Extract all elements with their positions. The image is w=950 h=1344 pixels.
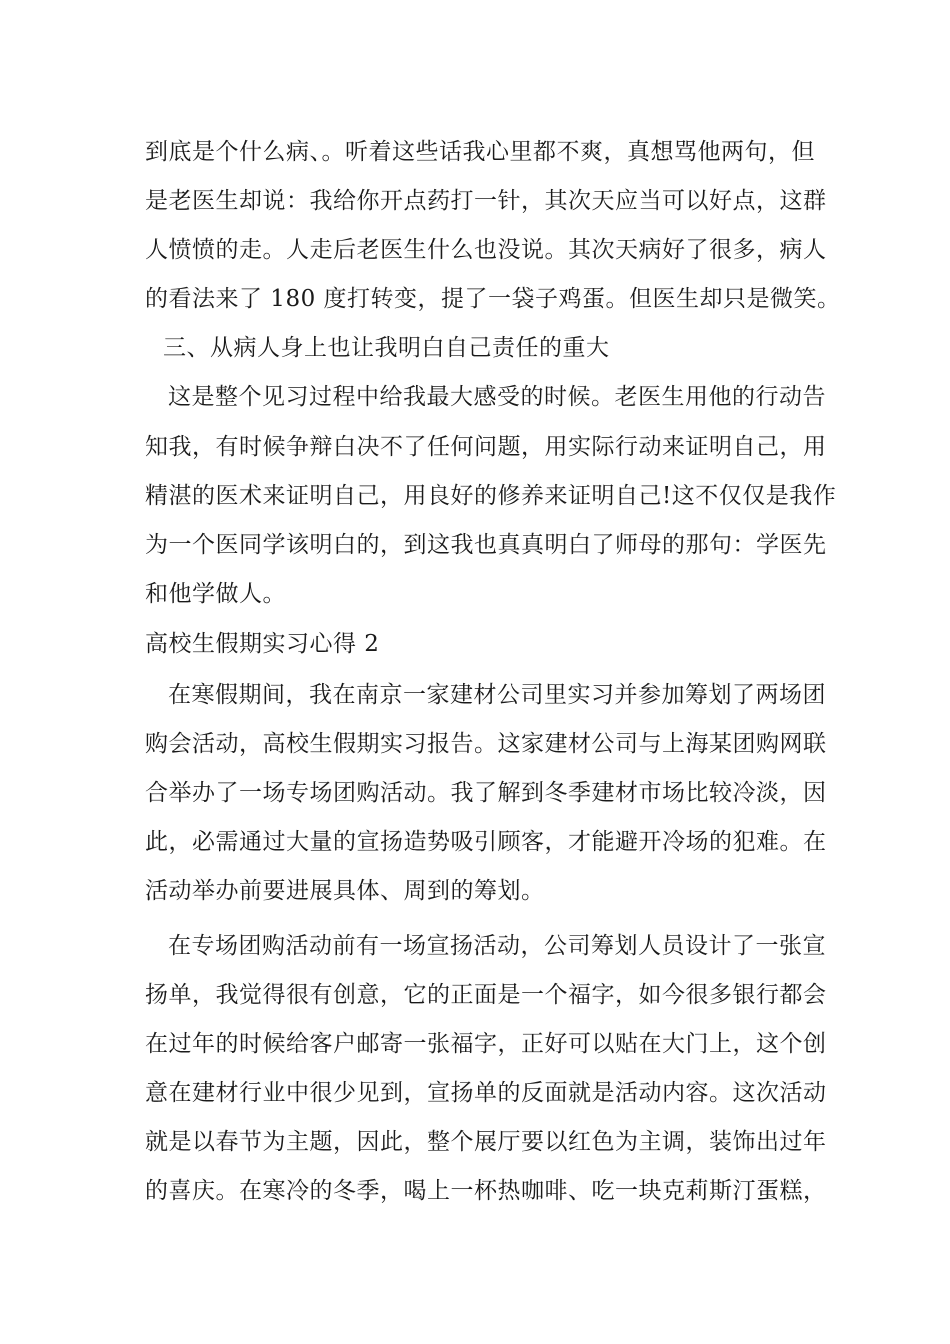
paragraph-line: 在过年的时候给客户邮寄一张福字，正好可以贴在大门上，这个创 [145,1031,827,1057]
paragraph-line: 的喜庆。在寒冷的冬季，喝上一杯热咖啡、吃一块克莉斯汀蛋糕， [145,1178,827,1204]
section-heading: 三、从病人身上也让我明白自己责任的重大 [163,335,610,361]
paragraph-line: 为一个医同学该明白的，到这我也真真明白了师母的那句：学医先 [145,532,827,558]
paragraph-line: 在专场团购活动前有一场宣扬活动，公司筹划人员设计了一张宣 [168,933,826,959]
paragraph-line: 购会活动，高校生假期实习报告。这家建材公司与上海某团购网联 [145,731,827,757]
paragraph-line: 人愤愤的走。人走后老医生什么也没说。其次天病好了很多，病人 [145,237,827,263]
paragraph-line: 就是以春节为主题，因此，整个展厅要以红色为主调，装饰出过年 [145,1129,827,1155]
paragraph-line: 到底是个什么病、。听着这些话我心里都不爽，真想骂他两句，但 [145,139,815,165]
paragraph-line: 是老医生却说：我给你开点药打一针，其次天应当可以好点，这群 [145,188,827,214]
paragraph-line: 意在建材行业中很少见到，宣扬单的反面就是活动内容。这次活动 [145,1080,827,1106]
paragraph-line: 在寒假期间，我在南京一家建材公司里实习并参加筹划了两场团 [168,682,826,708]
section-title: 高校生假期实习心得 2 [145,631,380,657]
paragraph-line: 这是整个见习过程中给我最大感受的时候。老医生用他的行动告 [168,384,826,410]
paragraph-line: 精湛的医术来证明自己，用良好的修养来证明自己!这不仅仅是我作 [145,483,837,509]
paragraph-line: 合举办了一场专场团购活动。我了解到冬季建材市场比较冷淡，因 [145,780,827,806]
paragraph-line: 扬单，我觉得很有创意，它的正面是一个福字，如今很多银行都会 [145,982,827,1008]
paragraph-line: 知我，有时候争辩白决不了任何问题，用实际行动来证明自己，用 [145,434,827,460]
paragraph-line: 活动举办前要进展具体、周到的筹划。 [145,878,545,904]
paragraph-line: 和他学做人。 [145,581,286,607]
paragraph-line: 此，必需通过大量的宣扬造势吸引顾客，才能避开冷场的犯难。在 [145,829,827,855]
paragraph-line: 的看法来了 180 度打转变，提了一袋子鸡蛋。但医生却只是微笑。 [145,286,841,312]
